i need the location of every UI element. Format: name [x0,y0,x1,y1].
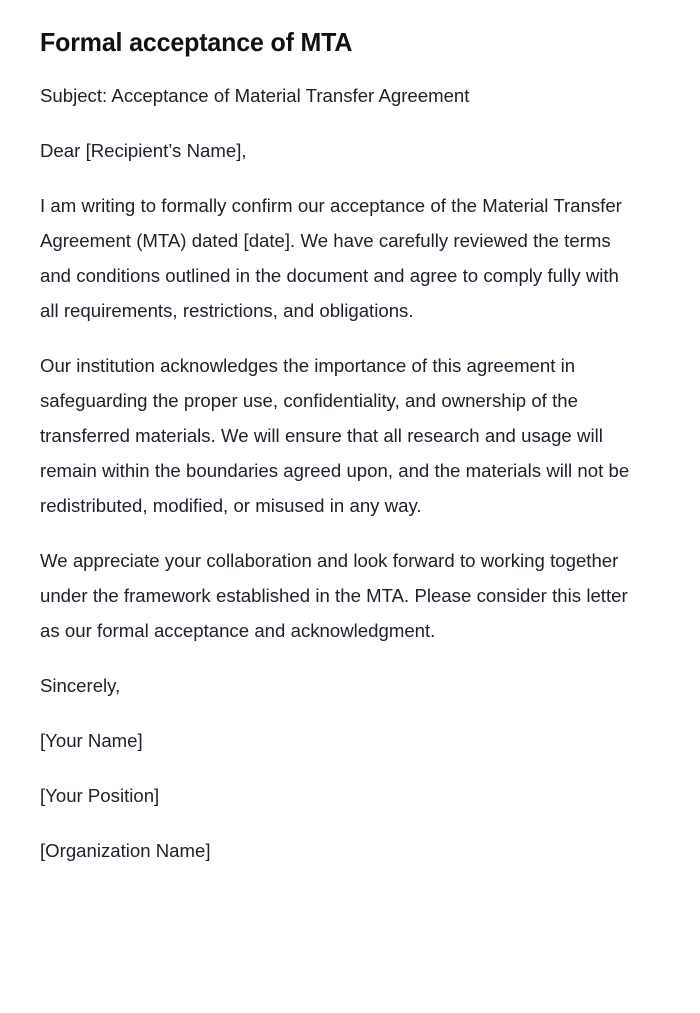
signature-position: [Your Position] [40,785,160,806]
closing-salutation: Sincerely, [40,675,121,696]
signature-name: [Your Name] [40,730,143,751]
body-paragraph-1: I am writing to formally confirm our acceptance of the Material Transfer Agreement (MTA) dated [date]. We have carefully reviewed the terms and conditions outlined in the document and agree to comply fully with all requirements, restrictions, and obligations. [40,195,622,321]
document-body [40,78,640,868]
subject-line: Subject: Acceptance of Material Transfer Agreement [40,85,470,106]
page-title: Formal acceptance of MTA [40,27,353,57]
signature-organization: [Organization Name] [40,840,211,861]
body-paragraph-3: We appreciate your collaboration and look forward to working together under the framework established in the MTA. Please consider this letter as our formal acceptance and acknowledgment. [40,550,628,641]
salutation: Dear [Recipient’s Name], [40,140,247,161]
body-paragraph-2: Our institution acknowledges the importance of this agreement in safeguarding the proper use, confidentiality, and ownership of the transferred materials. We will ensure that all research and usage will remain within the boundaries agreed upon, and the materials will not be redistributed, modified, or misused in any way. [40,355,630,516]
